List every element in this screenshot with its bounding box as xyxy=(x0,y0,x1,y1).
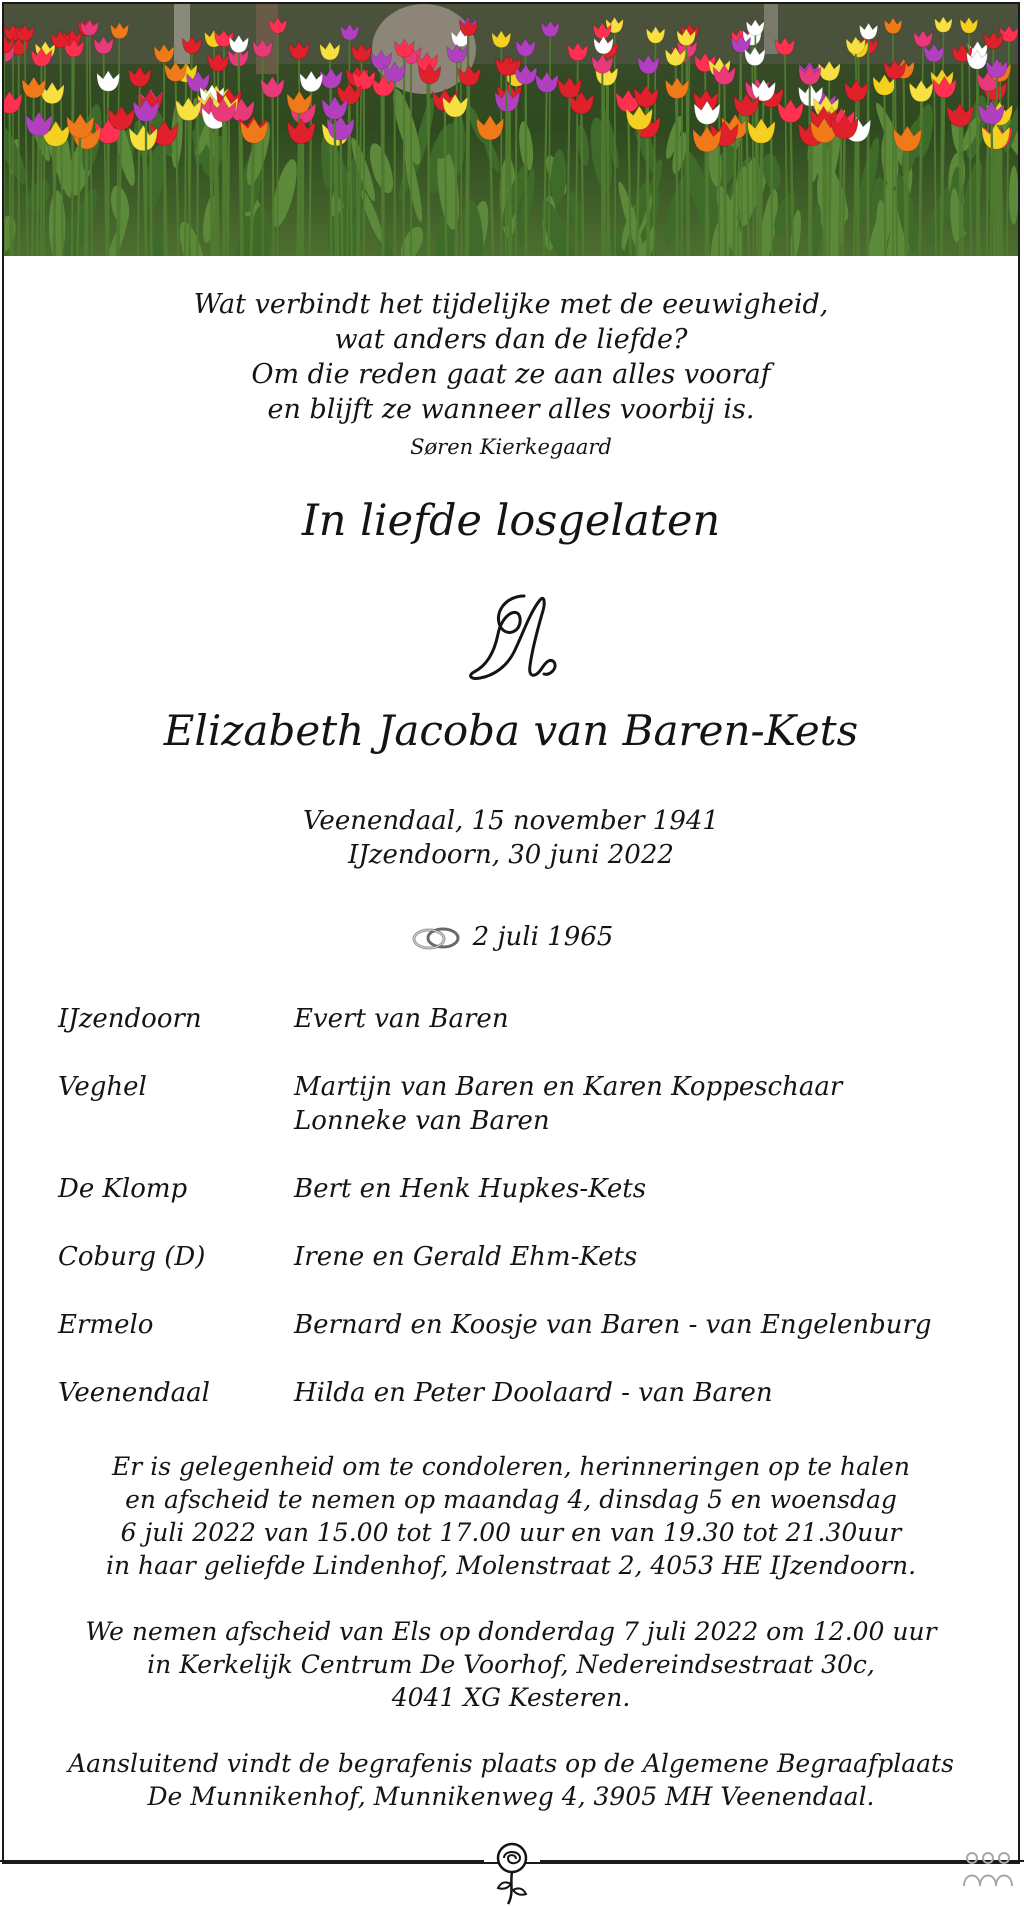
quote-line: Wat verbindt het tijdelijke met de eeuwigheid, xyxy=(193,289,829,320)
tulip-stem xyxy=(706,140,707,256)
tulip-stem xyxy=(32,88,34,256)
wedding-rings-icon xyxy=(409,923,463,953)
family-names: Lonneke van Baren xyxy=(294,1106,550,1136)
family-names: Bernard en Koosje van Baren - van Engelenburg xyxy=(294,1310,932,1340)
family-place: Ermelo xyxy=(58,1310,154,1340)
info-line: We nemen afscheid van Els op donderdag 7 juli 2022 om 12.00 uur xyxy=(85,1617,937,1646)
family-row xyxy=(58,1240,1008,1274)
tulip-stem xyxy=(719,68,720,256)
tulip-stem xyxy=(445,100,446,256)
tulip-stem xyxy=(677,88,678,256)
quote-line: wat anders dan de liefde? xyxy=(334,324,688,355)
tulip-stem xyxy=(907,139,908,256)
tulip-stem xyxy=(741,44,742,256)
quote-author: Søren Kierkegaard xyxy=(410,435,612,459)
deceased-full-name: Elizabeth Jacoba van Baren-Kets xyxy=(163,706,859,755)
tulip-stem xyxy=(885,85,886,256)
obituary-card xyxy=(2,2,1020,1864)
tulip-stem xyxy=(189,110,191,257)
quote-line: en blijft ze wanneer alles voorbij is. xyxy=(267,394,755,425)
family-names: Irene en Gerald Ehm-Kets xyxy=(294,1242,638,1272)
family-names: Martijn van Baren en Karen Koppeschaar xyxy=(294,1072,843,1102)
family-row xyxy=(58,1376,1008,1410)
family-place: Veghel xyxy=(58,1072,147,1102)
tulip-field-image xyxy=(4,4,1018,256)
tulip-stem xyxy=(824,131,825,256)
info-line: 6 juli 2022 van 15.00 tot 17.00 uur en van 19.30 tot 21.30uur xyxy=(120,1518,902,1547)
heading: In liefde losgelaten xyxy=(301,496,721,546)
tulip-stem xyxy=(10,103,11,256)
footer-divider-right xyxy=(540,1860,1024,1862)
people-logo-icon xyxy=(960,1850,1016,1890)
tulip-stem xyxy=(760,131,762,256)
tulip-stem xyxy=(724,134,725,256)
info-line: in Kerkelijk Centrum De Voorhof, Nedereindsestraat 30c, xyxy=(147,1650,875,1679)
death-date: IJzendoorn, 30 juni 2022 xyxy=(348,840,674,870)
farewell-paragraph xyxy=(4,1615,1018,1714)
info-line: Er is gelegenheid om te condoleren, herinneringen op te halen xyxy=(112,1452,910,1481)
quote-block xyxy=(4,287,1018,463)
tulip-stem xyxy=(185,73,186,256)
tulip-stem xyxy=(771,97,772,256)
info-line: Aansluitend vindt de begrafenis plaats op de Algemene Begraafplaats xyxy=(68,1749,954,1778)
info-line: 4041 XG Kesteren. xyxy=(391,1683,631,1712)
wedding-date: 2 juli 1965 xyxy=(472,922,614,952)
family-place: IJzendoorn xyxy=(58,1004,202,1034)
tulip-stem xyxy=(335,108,336,256)
birth-date: Veenendaal, 15 november 1941 xyxy=(303,806,719,836)
family-row xyxy=(58,1172,1008,1206)
tulip-photo xyxy=(4,4,1018,256)
tulip-stem xyxy=(273,87,274,256)
family-list xyxy=(58,1002,1008,1444)
tulip-stem xyxy=(962,54,963,257)
tulip-stem xyxy=(843,127,845,256)
tulip-stem xyxy=(404,48,405,256)
family-row xyxy=(58,1002,1008,1036)
life-dates xyxy=(4,804,1018,872)
signature-els xyxy=(466,592,562,684)
burial-paragraph xyxy=(4,1747,1018,1813)
family-row xyxy=(58,1308,1008,1342)
service-info xyxy=(4,1450,1018,1846)
rose-icon xyxy=(490,1838,534,1906)
tulip-stem xyxy=(615,25,616,256)
family-place: Coburg (D) xyxy=(58,1242,206,1272)
tulip-stem xyxy=(857,130,858,256)
tulip-stem xyxy=(734,127,735,256)
family-names: Bert en Henk Hupkes-Kets xyxy=(294,1174,647,1204)
condolence-paragraph xyxy=(4,1450,1018,1582)
tulip-stem xyxy=(468,76,469,256)
info-line: De Munnikenhof, Munnikenweg 4, 3905 MH Veenendaal. xyxy=(147,1782,875,1811)
family-names: Evert van Baren xyxy=(294,1004,509,1034)
info-line: en afscheid te nemen op maandag 4, dinsdag 5 en woensdag xyxy=(125,1485,897,1514)
tulip-stem xyxy=(85,137,86,256)
footer-divider-left xyxy=(0,1860,484,1862)
family-place: De Klomp xyxy=(58,1174,188,1204)
info-line: in haar geliefde Lindenhof, Molenstraat 2, 4053 HE IJzendoorn. xyxy=(105,1551,917,1580)
quote-line: Om die reden gaat ze aan alles vooraf xyxy=(251,359,771,390)
tulip-stem xyxy=(526,75,527,256)
family-names: Hilda en Peter Doolaard - van Baren xyxy=(294,1378,773,1408)
family-row xyxy=(58,1070,1008,1138)
wedding-date-row xyxy=(4,922,1018,953)
family-place: Veenendaal xyxy=(58,1378,211,1408)
